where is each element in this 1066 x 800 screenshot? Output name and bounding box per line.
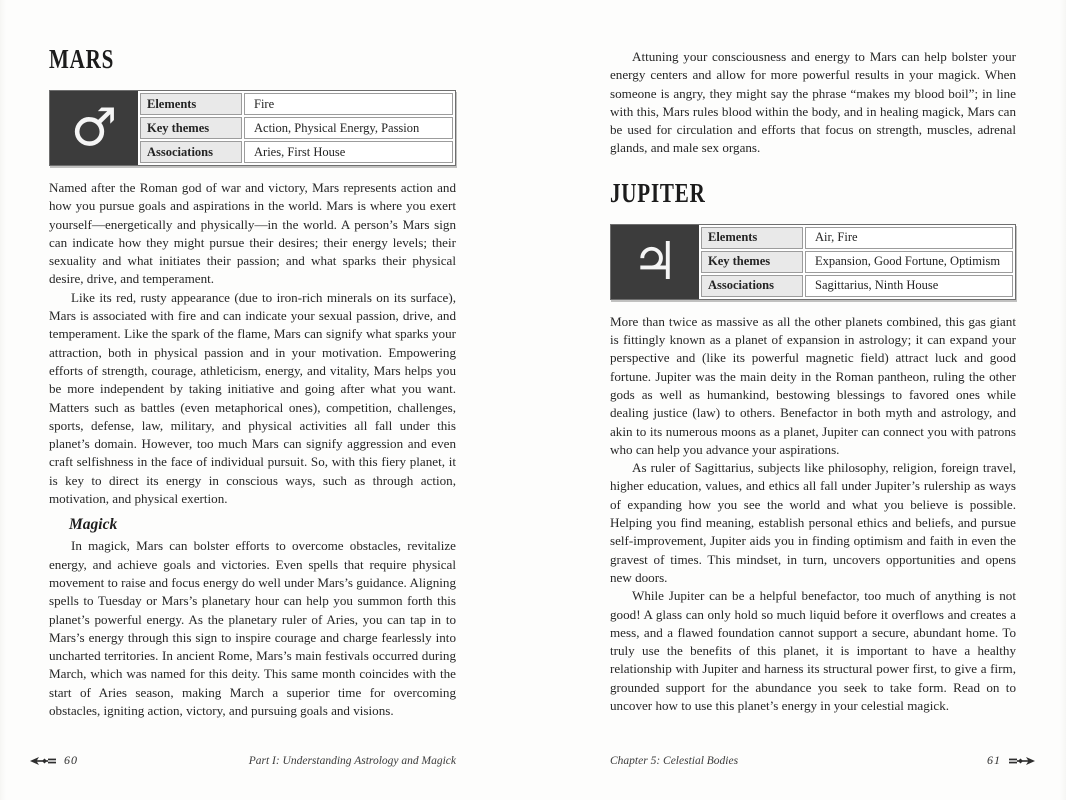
row-value: Sagittarius, Ninth House	[805, 275, 1013, 297]
mars-magick-continued	[610, 0, 1016, 158]
page-title-jupiter: JUPITER	[610, 177, 706, 208]
magick-section-heading: Magick	[69, 516, 118, 534]
row-label: Key themes	[140, 117, 242, 139]
table-row	[140, 117, 453, 139]
mars-info-table	[49, 90, 456, 166]
jupiter-info-table	[610, 224, 1016, 300]
mars-table-rows	[138, 91, 455, 165]
mars-symbol-icon: ♂	[50, 91, 138, 165]
body-paragraph: In magick, Mars can bolster efforts to overcome obstacles, revitalize energy, and achieve goals and victories. Even spells that require physical movement to raise and focus energy do well under Mars’s guidance. Aligning spells to Tuesday or Mars’s planetary hour can help you summon forth this planet’s powerful energy. As the planetary ruler of Aries, you can tap in to Mars’s energy through this sign to inspire courage and charge fearlessly into uncharted territories. In ancient Rome, Mars’s main festivals occurred during March, which was named for this deity. This same month coincides with the start of Aries season, making March a superior time for overcoming obstacles, igniting action, victory, and pursuing goals and visions.	[49, 538, 456, 719]
running-head-left: Part I: Understanding Astrology and Magick	[248, 754, 456, 767]
row-value: Expansion, Good Fortune, Optimism	[805, 251, 1013, 273]
body-paragraph: Like its red, rusty appearance (due to iron-rich minerals on its surface), Mars is associated with fire and can indicate your sexual passion, drive, and temperament. Like the spark of the flame, Mars can signify what sparks your attraction, both in physical passion and in your motivation. Empowering efforts of strength, courage, athleticism, energy, and vitality, Mars helps you be more independent by taking initiative and going after what you want. Matters such as battles (even metaphorical ones), competition, challenges, sports, defense, law, military, and physical activities all fall under this planet’s domain. However, too much Mars can signify aggression and even craft selfishness in the face of individual pursuit. So, with this fiery planet, it is key to direct its energy in conscious ways, such as through action, motivation, and physical exertion.	[49, 289, 456, 507]
page-number-left: 60	[64, 753, 78, 767]
row-label: Associations	[701, 275, 803, 297]
folio-left	[30, 753, 78, 768]
page-number-right: 61	[987, 753, 1001, 767]
footer-left	[30, 753, 456, 768]
body-paragraph: As ruler of Sagittarius, subjects like philosophy, religion, foreign travel, higher education, values, and ethics all fall under Jupiter’s rulership as ways of expanding how you see the world and what you believe is possible. Helping you find meaning, establish personal ethics and beliefs, and pursue self-improvement, Jupiter aids you in finding optimism and faith in even the gravest of times. This mindset, in turn, uncovers opportunities and opens new doors.	[610, 460, 1016, 585]
folio-right	[987, 753, 1035, 768]
body-paragraph: Attuning your consciousness and energy to Mars can help bolster your energy centers and allow for more powerful results in your magick. When someone is angry, they might say the phrase “makes my blood boil”; in line with this, Mars rules blood within the body, and in healing magick, Mars can be used for circulation and efforts that focus on strength, muscles, adrenal glands, and male sex organs.	[610, 49, 1016, 156]
table-row	[701, 275, 1013, 297]
row-label: Key themes	[701, 251, 803, 273]
table-row	[140, 93, 453, 115]
footer-arrow-right-icon	[1009, 756, 1035, 766]
row-value: Aries, First House	[244, 141, 453, 163]
footer-arrow-left-icon	[30, 756, 56, 766]
body-paragraph: Named after the Roman god of war and victory, Mars represents action and how you pursue goals and aspirations in the world. Mars is where you exert yourself—energetically and physically—in the world. A person’s Mars sign can indicate how they might pursue their desires; their energy levels; their sexuality and what initiates their passion; and what sparks their physical desire, drive, and temperament.	[49, 180, 456, 287]
table-row	[701, 251, 1013, 273]
footer-right	[610, 753, 1035, 768]
row-value: Action, Physical Energy, Passion	[244, 117, 453, 139]
table-row	[140, 141, 453, 163]
page-left-mars	[49, 0, 456, 720]
body-paragraph: More than twice as massive as all the other planets combined, this gas giant is fittingly known as a planet of expansion in astrology; it can expand your perspective and (like its powerful magnetic field) attract luck and good fortune. Jupiter was the main deity in the Roman pantheon, ruling the other gods as well as humankind, bestowing blessings to favored ones while dealing justice (law) to others. Benefactor in both myth and astrology, and akin to its numerous moons as a planet, Jupiter can connect you with patrons who can help you advance your aspirations.	[610, 313, 1016, 457]
jupiter-symbol-icon: ♃	[611, 225, 699, 299]
row-label: Associations	[140, 141, 242, 163]
table-row	[701, 227, 1013, 249]
row-label: Elements	[140, 93, 242, 115]
body-paragraph: While Jupiter can be a helpful benefactor, too much of anything is not good! A glass can only hold so much liquid before it overflows and creates a mess, and a flawed foundation cannot support a secure, abundant home. To truly use the benefits of this planet, it is important to have a healthy relationship with Jupiter and harness its structural power first, to give a firm, grounded support for the abundance you seek to take form. Read on to uncover how to use this planet’s energy in your celestial magick.	[610, 588, 1016, 714]
page-title-mars: MARS	[49, 44, 115, 74]
row-value: Fire	[244, 93, 453, 115]
mars-body-text	[49, 179, 456, 720]
row-label: Elements	[701, 227, 803, 249]
running-head-right: Chapter 5: Celestial Bodies	[610, 754, 739, 767]
page-right-jupiter	[610, 0, 1016, 715]
jupiter-table-rows	[699, 225, 1015, 299]
jupiter-body-text	[610, 313, 1016, 716]
row-value: Air, Fire	[805, 227, 1013, 249]
